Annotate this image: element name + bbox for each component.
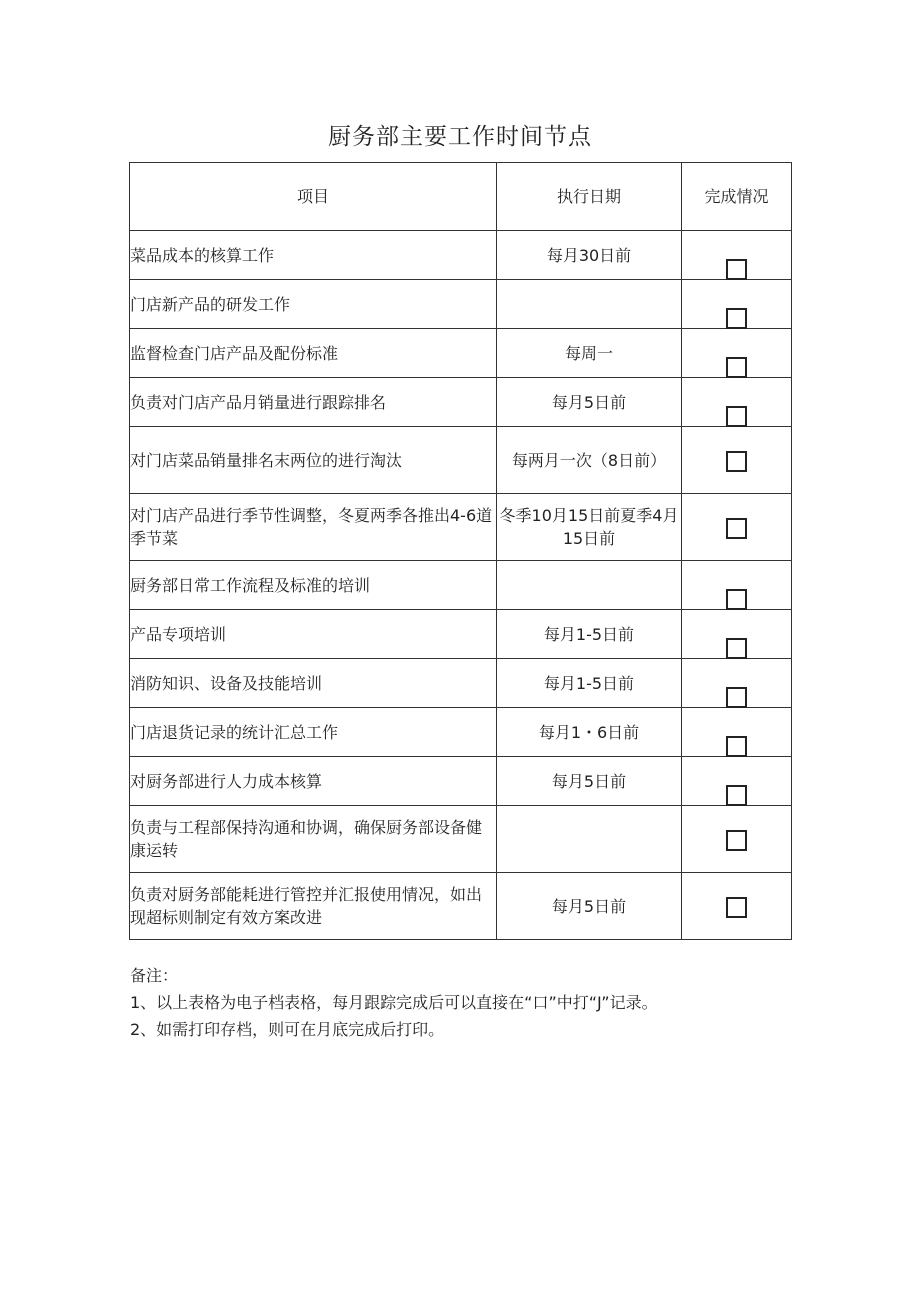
table-row bbox=[130, 659, 792, 708]
checkbox[interactable] bbox=[726, 736, 747, 757]
row-date: 每月5日前 bbox=[497, 378, 682, 427]
checkbox[interactable] bbox=[726, 406, 747, 427]
row-date: 每月1-5日前 bbox=[497, 659, 682, 708]
row-item: 菜品成本的核算工作 bbox=[130, 231, 497, 280]
row-item: 产品专项培训 bbox=[130, 610, 497, 659]
row-item: 对厨务部进行人力成本核算 bbox=[130, 757, 497, 806]
row-date: 每两月一次（8日前） bbox=[497, 427, 682, 494]
notes-section bbox=[130, 962, 658, 1043]
checkbox[interactable] bbox=[726, 687, 747, 708]
row-date: 每月1・6日前 bbox=[497, 708, 682, 757]
table-row bbox=[130, 378, 792, 427]
schedule-table bbox=[129, 162, 792, 940]
table-row bbox=[130, 494, 792, 561]
checkbox[interactable] bbox=[726, 357, 747, 378]
table-row bbox=[130, 280, 792, 329]
table-row bbox=[130, 329, 792, 378]
table-row bbox=[130, 427, 792, 494]
checkbox[interactable] bbox=[726, 830, 747, 851]
row-item: 门店退货记录的统计汇总工作 bbox=[130, 708, 497, 757]
notes-heading: 备注： bbox=[130, 966, 179, 985]
row-item: 负责对门店产品月销量进行跟踪排名 bbox=[130, 378, 497, 427]
column-header-item: 项目 bbox=[130, 163, 497, 231]
table-row bbox=[130, 873, 792, 940]
notes-line-1: 1、以上表格为电子档表格，每月跟踪完成后可以直接在“口”中打“J”记录。 bbox=[130, 993, 658, 1012]
row-item: 负责与工程部保持沟通和协调，确保厨务部设备健康运转 bbox=[130, 806, 497, 873]
table-row bbox=[130, 610, 792, 659]
column-header-date: 执行日期 bbox=[497, 163, 682, 231]
row-item: 负责对厨务部能耗进行管控并汇报使用情况，如出现超标则制定有效方案改进 bbox=[130, 873, 497, 940]
row-item: 门店新产品的研发工作 bbox=[130, 280, 497, 329]
row-date: 每月5日前 bbox=[497, 873, 682, 940]
row-date: 每月5日前 bbox=[497, 757, 682, 806]
table-row bbox=[130, 757, 792, 806]
table-row bbox=[130, 806, 792, 873]
row-date: 每月1-5日前 bbox=[497, 610, 682, 659]
page-title: 厨务部主要工作时间节点 bbox=[328, 124, 592, 150]
checkbox[interactable] bbox=[726, 308, 747, 329]
row-date bbox=[497, 806, 682, 873]
row-item: 对门店菜品销量排名末两位的进行淘汰 bbox=[130, 427, 497, 494]
checkbox[interactable] bbox=[726, 897, 747, 918]
row-date bbox=[497, 561, 682, 610]
checkbox[interactable] bbox=[726, 638, 747, 659]
row-item: 消防知识、设备及技能培训 bbox=[130, 659, 497, 708]
notes-line-2: 2、如需打印存档，则可在月底完成后打印。 bbox=[130, 1020, 445, 1039]
table-row bbox=[130, 708, 792, 757]
row-date: 每周一 bbox=[497, 329, 682, 378]
row-item: 对门店产品进行季节性调整，冬夏两季各推出4-6道季节菜 bbox=[130, 494, 497, 561]
checkbox[interactable] bbox=[726, 589, 747, 610]
checkbox[interactable] bbox=[726, 785, 747, 806]
row-date: 冬季10月15日前夏季4月15日前 bbox=[497, 494, 682, 561]
row-date: 每月30日前 bbox=[497, 231, 682, 280]
checkbox[interactable] bbox=[726, 518, 747, 539]
table-row bbox=[130, 231, 792, 280]
checkbox[interactable] bbox=[726, 451, 747, 472]
checkbox[interactable] bbox=[726, 259, 747, 280]
table-header-row bbox=[130, 163, 792, 231]
table-row bbox=[130, 561, 792, 610]
row-item: 厨务部日常工作流程及标准的培训 bbox=[130, 561, 497, 610]
row-item: 监督检查门店产品及配份标准 bbox=[130, 329, 497, 378]
column-header-status: 完成情况 bbox=[682, 163, 792, 231]
row-date bbox=[497, 280, 682, 329]
